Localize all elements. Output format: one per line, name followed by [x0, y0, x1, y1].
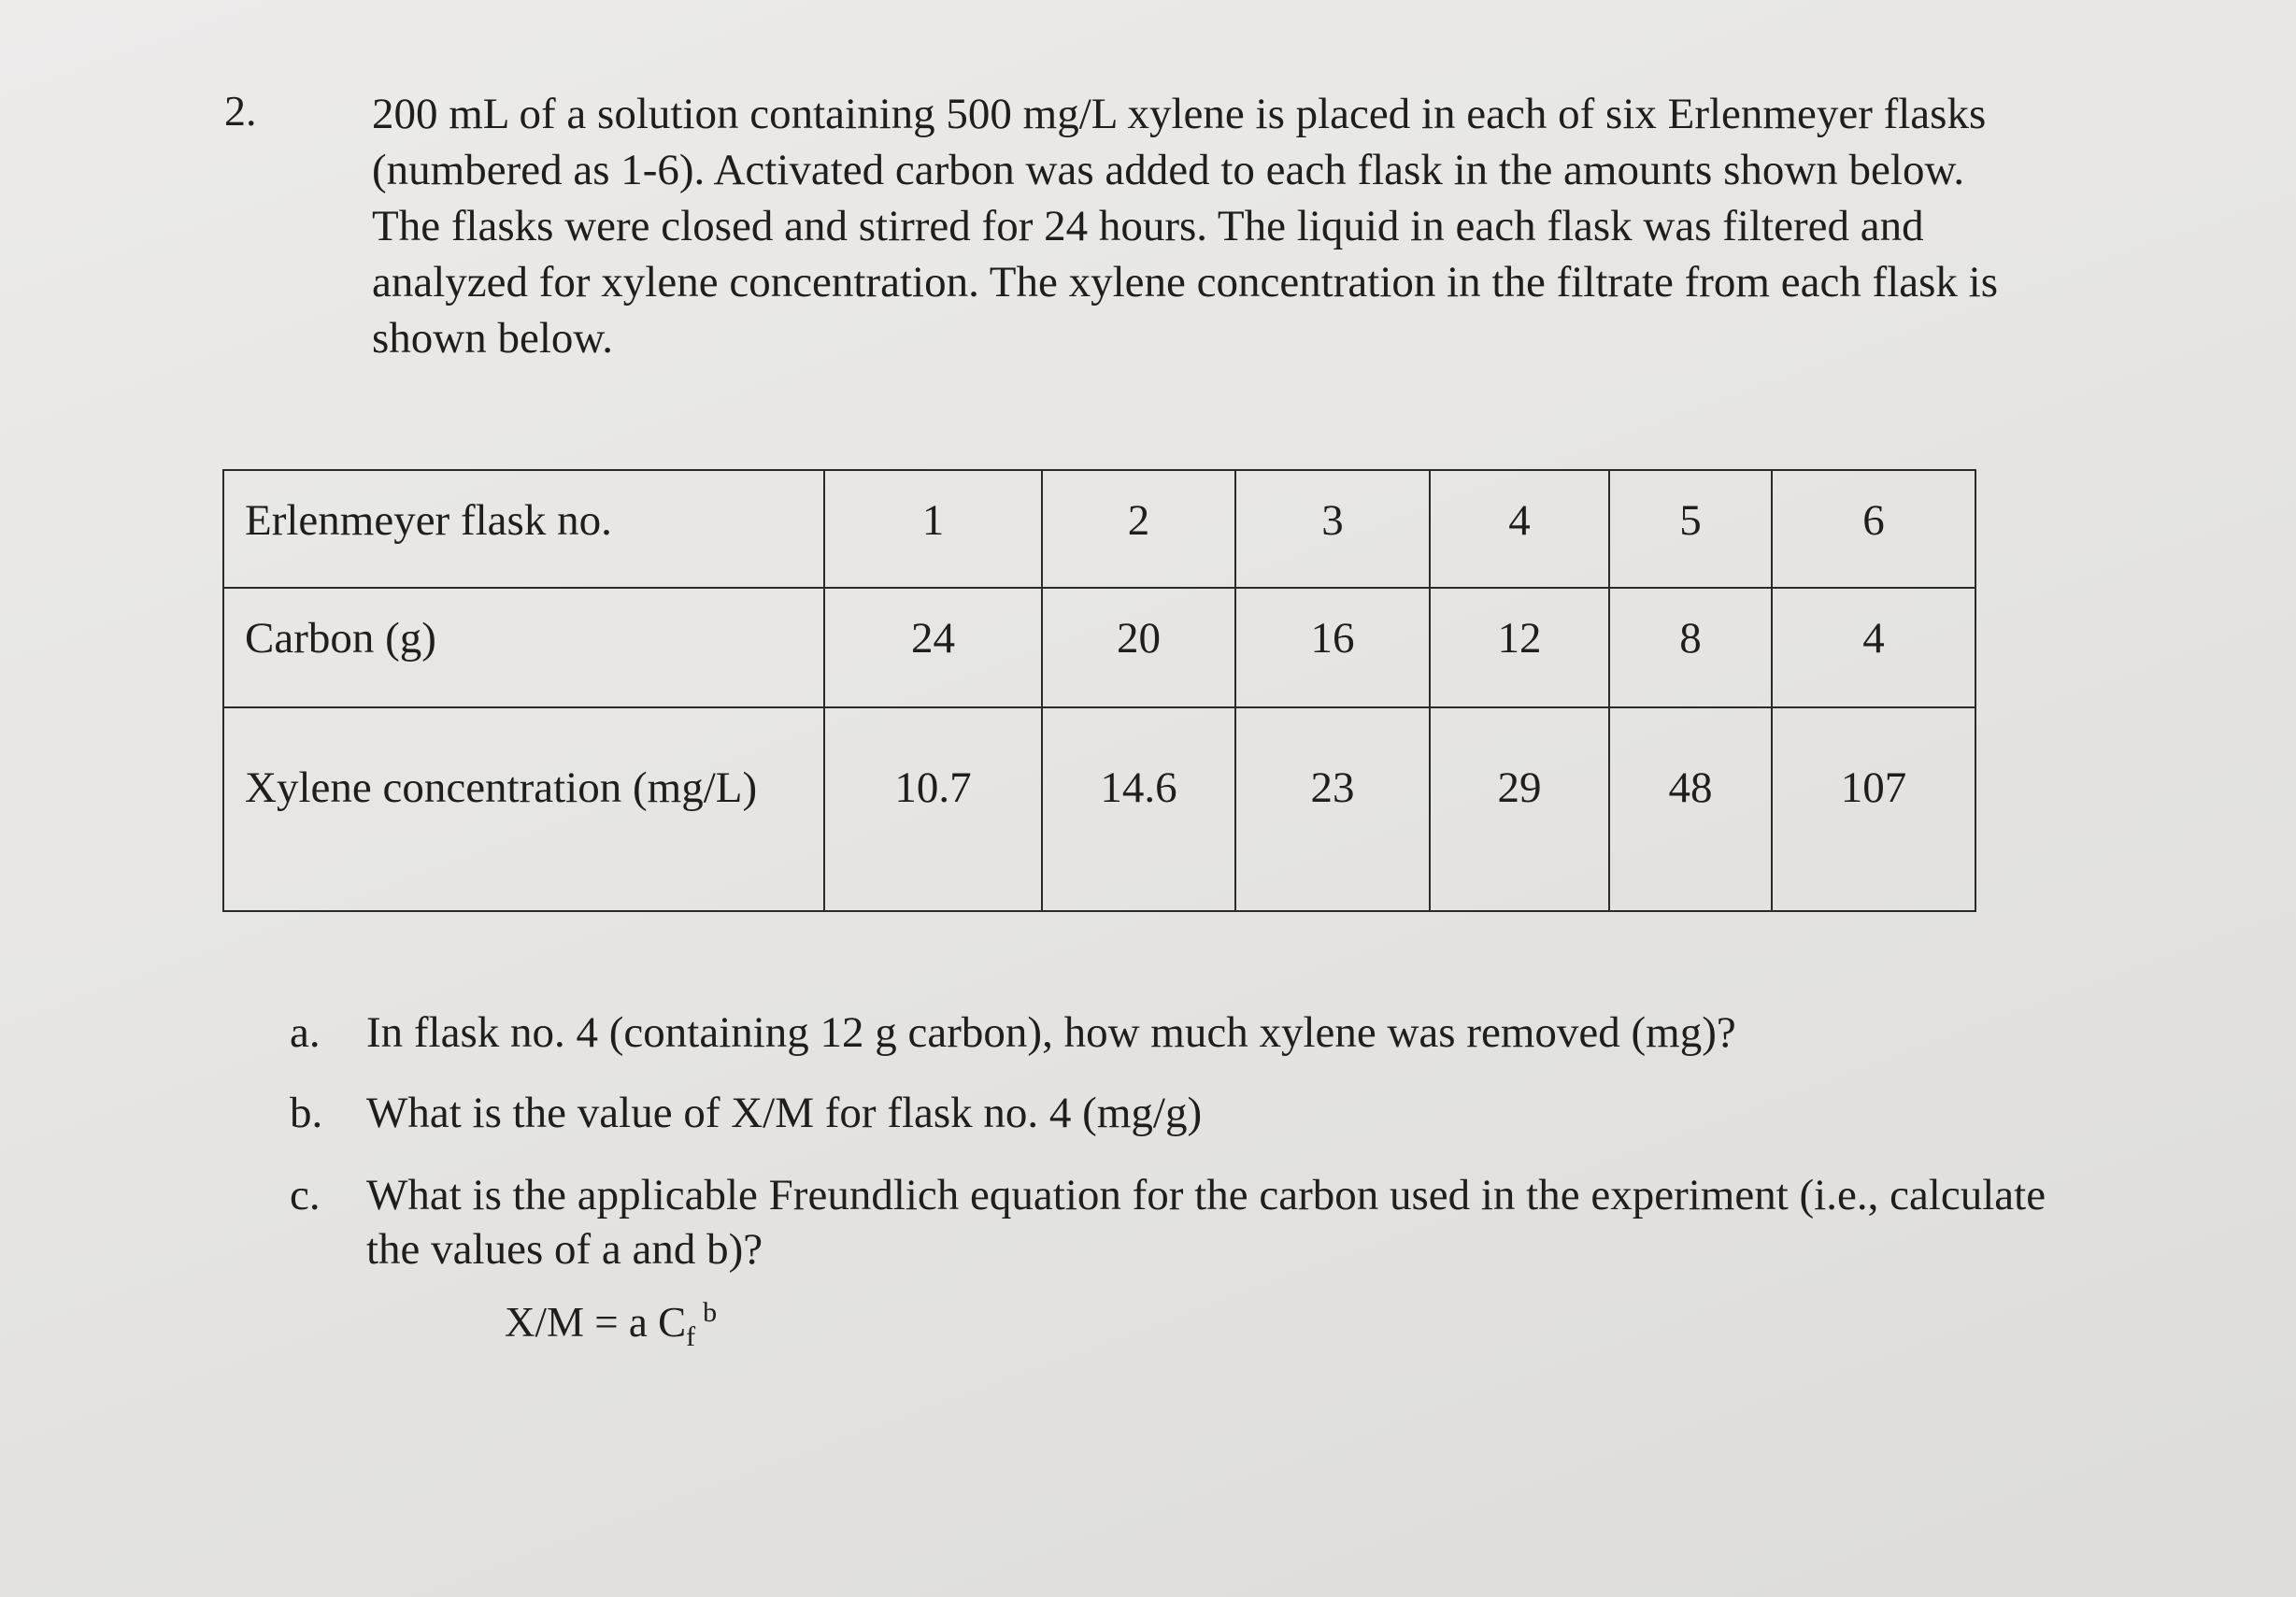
equation-superscript: b — [703, 1297, 718, 1328]
table-cell: 24 — [824, 588, 1042, 707]
subquestion-letter: c. — [290, 1171, 321, 1219]
row-label-xylene: Xylene concentration (mg/L) — [223, 707, 824, 911]
table-cell: 8 — [1609, 588, 1772, 707]
table-row-xylene — [223, 707, 1975, 911]
table-cell: 4 — [1430, 470, 1609, 588]
table-cell: 12 — [1430, 588, 1609, 707]
table-cell: 6 — [1772, 470, 1975, 588]
table-cell: 29 — [1430, 707, 1609, 911]
table-cell: 23 — [1235, 707, 1430, 911]
freundlich-equation — [505, 1297, 717, 1353]
subquestion-text: In flask no. 4 (containing 12 g carbon), how much xylene was removed (mg)? — [366, 1008, 1736, 1057]
subquestion-text: What is the value of X/M for flask no. 4 (mg/g) — [366, 1089, 1203, 1137]
row-label-carbon: Carbon (g) — [223, 588, 824, 707]
table-cell: 10.7 — [824, 707, 1042, 911]
subquestion-letter: a. — [290, 1008, 321, 1057]
table-cell: 2 — [1042, 470, 1235, 588]
subquestion-letter: b. — [290, 1089, 323, 1137]
table-row-flask-no — [223, 470, 1975, 588]
table-row-carbon — [223, 588, 1975, 707]
table-cell: 1 — [824, 470, 1042, 588]
table-cell: 4 — [1772, 588, 1975, 707]
table-cell: 48 — [1609, 707, 1772, 911]
table-cell: 107 — [1772, 707, 1975, 911]
table-cell: 14.6 — [1042, 707, 1235, 911]
table-cell: 20 — [1042, 588, 1235, 707]
table-cell: 16 — [1235, 588, 1430, 707]
equation-lhs: X/M = a C — [505, 1299, 687, 1346]
question-text: 200 mL of a solution containing 500 mg/L xylene is placed in each of six Erlenmeyer flasks (numbered as 1-6). Activated carbon was added to each flask in the amounts shown below. The flasks were closed and stirred for 24 hours. The liquid in each flask was filtered and analyzed for xylene concentration. The xylene concentration in the filtrate from each flask is shown below. — [372, 90, 1999, 363]
table-cell: 3 — [1235, 470, 1430, 588]
equation-subscript: f — [686, 1321, 696, 1352]
subquestion-text: What is the applicable Freundlich equation for the carbon used in the experiment (i.e., calculate the values of a and b)? — [366, 1171, 2046, 1274]
data-table — [222, 469, 1976, 912]
row-label-flask-no: Erlenmeyer flask no. — [223, 470, 824, 588]
table-cell: 5 — [1609, 470, 1772, 588]
question-number: 2. — [224, 87, 257, 135]
